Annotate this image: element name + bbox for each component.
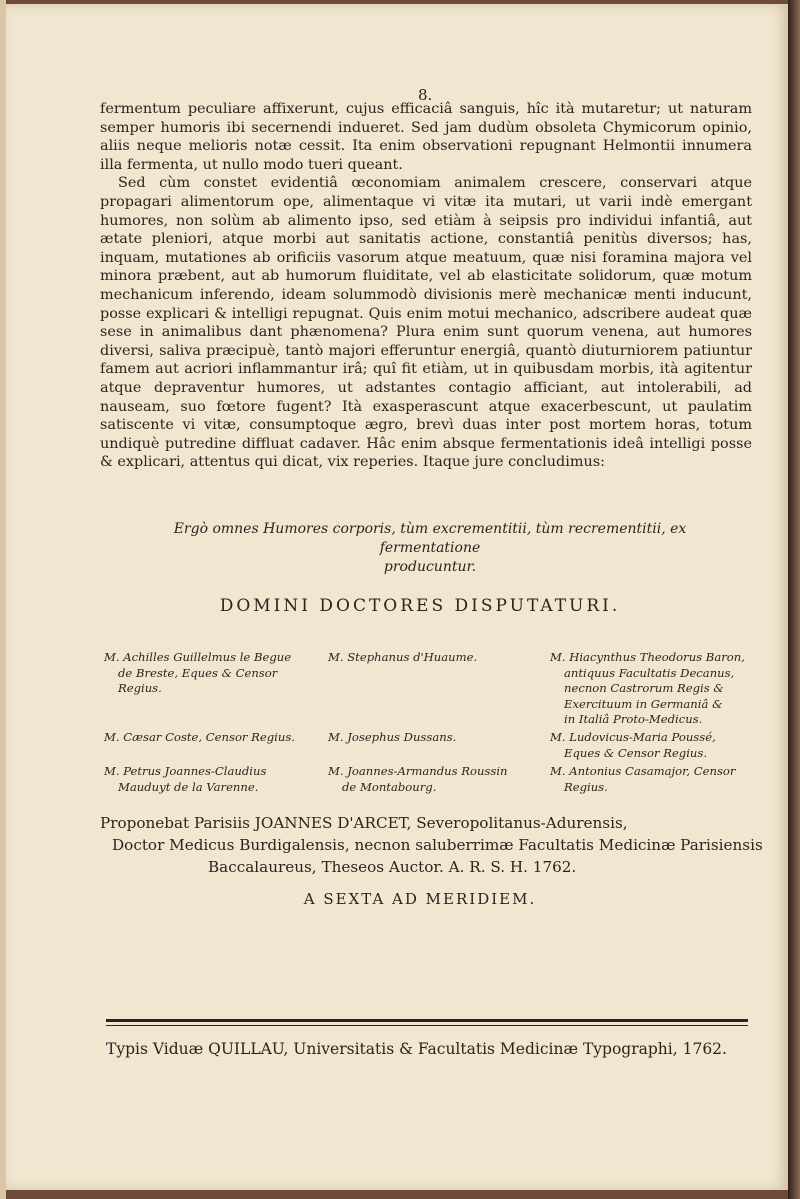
doctor-line: in Italiâ Proto-Medicus.: [564, 712, 703, 727]
doctor-line: Regius.: [118, 681, 162, 696]
doctor-line: necnon Castrorum Regis &: [564, 681, 724, 696]
doctor-line: Eques & Censor Regius.: [564, 745, 708, 760]
conclusion: [130, 520, 730, 577]
book-edge: [788, 0, 800, 1199]
conclusion-line: producuntur.: [383, 559, 477, 575]
doctor-line: M. Achilles Guillelmus le Begue: [104, 650, 292, 664]
doctor-line: Exercituum in Germaniâ &: [564, 696, 723, 711]
double-rule-thick: [106, 1019, 748, 1022]
conclusion-line: Ergò omnes Humores corporis, tùm excrementitii, tùm recrementitii, ex fermentatione: [173, 521, 687, 556]
doctor-entry: [104, 730, 295, 746]
double-rule-thin: [106, 1025, 748, 1026]
doctor-line: M. Ludovicus-Maria Poussé,: [550, 730, 716, 744]
doctor-entry: [550, 650, 745, 728]
doctor-line: M. Antonius Casamajor, Censor: [550, 764, 736, 778]
body-text: [100, 100, 752, 472]
doctor-line: M. Petrus Joannes-Claudius: [104, 764, 267, 778]
doctor-line: M. Cæsar Coste, Censor Regius.: [104, 730, 295, 744]
doctor-line: M. Joannes-Armandus Roussin: [328, 764, 508, 778]
doctor-line: M. Hiacynthus Theodorus Baron,: [550, 650, 745, 664]
doctor-line: Regius.: [564, 779, 608, 794]
doctor-entry: [550, 764, 735, 795]
printer-imprint: Typis Viduæ QUILLAU, Universitatis & Facultatis Medicinæ Typographi, 1762.: [106, 1040, 727, 1058]
doctor-entry: [550, 730, 716, 761]
time-line: A SEXTA AD MERIDIEM.: [303, 890, 537, 908]
page-number: 8.: [418, 86, 433, 104]
doctor-entry: [328, 650, 477, 666]
doctor-line: M. Josephus Dussans.: [328, 730, 457, 744]
proponebat-line: Proponebat Parisiis JOANNES D'ARCET, Severopolitanus-Adurensis,: [100, 814, 628, 832]
paragraph: Sed cùm constet evidentiâ œconomiam animalem crescere, conservari atque propagari alimentorum ope, alimentaque vi vitæ ita mutari, ut varii indè emergant humores, non solùm ab alimento ipso, sed etiàm à seipsis pro individui infantiâ, aut ætate pleniori, atque morbi aut sanitatis actione, constantiâ penitùs diversos; has, inquam, mutationes ab orificiis vasorum atque meatuum, quæ nisi foramina majora vel minora præbent, aut ab humorum fluiditate, vel ab elasticitate solidorum, quæ motum mechanicum inferendo, ideam solummodò divisionis merè mechanicæ menti inducunt, posse explicari & intelligi repugnat. Quis enim motui mechanico, adscribere audeat quæ sese in animalibus dant phænomena? Plura enim sunt quorum venena, aut humores diversi, saliva præcipuè, tantò majori efferuntur energiâ, quantò diuturniorem patiuntur famem aut acriori inflammantur irâ; quî fit etiàm, ut in quibusdam morbis, ità agitentur atque depraventur humores, ut adstantes contagio afficiant, aut intolerabili, ad nauseam, suo fœtore fugent? Ità exasperascunt atque exacerbescunt, ut paulatim satiscente vi vitæ, consumptoque ægro, brevì duas inter post mortem horas, totum undiquè putredine diffluat cadaver. Hâc enim absque fermentationis ideâ intelligi posse & explicari, attentus qui dicat, vix reperies. Itaque jure concludimus:: [100, 175, 752, 471]
doctor-entry: [328, 730, 456, 746]
doctor-line: antiquus Facultatis Decanus,: [564, 665, 735, 680]
doctor-line: de Montabourg.: [342, 779, 437, 794]
doctor-entry: [104, 650, 291, 697]
doctor-entry: [104, 764, 266, 795]
proponebat-line: Doctor Medicus Burdigalensis, necnon saluberrimæ Facultatis Medicinæ Parisiensis: [112, 836, 763, 854]
doctor-entry: [328, 764, 508, 795]
doctor-line: de Breste, Eques & Censor: [118, 665, 278, 680]
proponebat-line: Baccalaureus, Theseos Auctor. A. R. S. H. 1762.: [208, 858, 577, 876]
proponebat-block: [100, 812, 763, 878]
doctor-line: M. Stephanus d'Huaume.: [328, 650, 478, 664]
doctor-line: Mauduyt de la Varenne.: [118, 779, 259, 794]
doctors-heading: DOMINI DOCTORES DISPUTATURI.: [219, 596, 621, 616]
paragraph: fermentum peculiare affixerunt, cujus efficaciâ sanguis, hîc ità mutaretur; ut naturam semper humoris ibi secernendi indueret. Sed jam dudùm obsoleta Chymicorum opinio, aliis neque melioris notæ cessit. Ita enim observationi repugnant Helmontii innumera illa fermenta, ut nullo modo tueri queant.: [100, 101, 752, 173]
